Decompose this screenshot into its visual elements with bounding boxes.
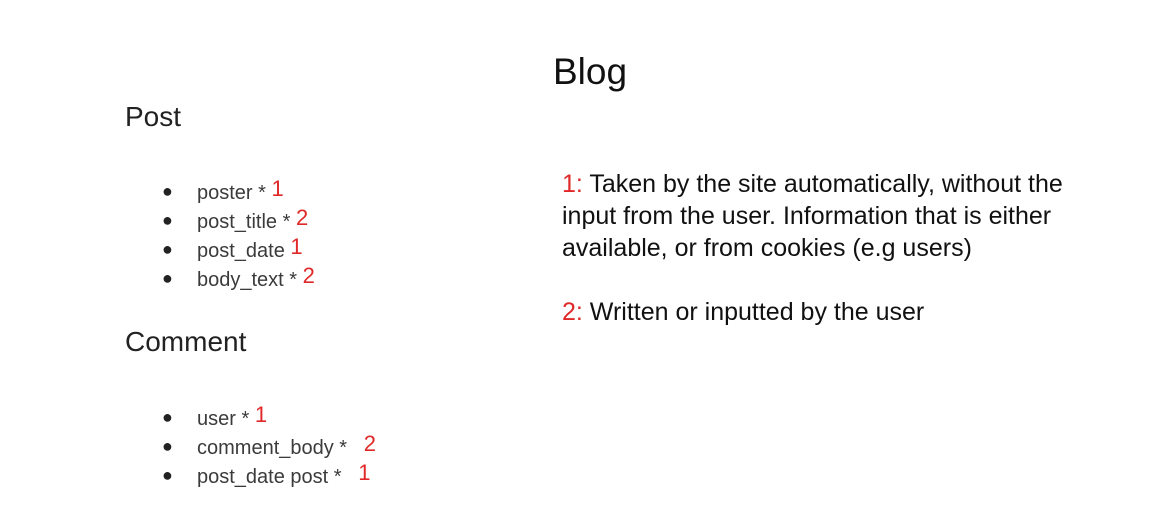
bullet-icon: ●	[162, 210, 173, 230]
field-name: poster *	[197, 182, 266, 204]
note-ref: 1	[271, 176, 284, 201]
legend-text: Taken by the site automatically, without the input from the user. Information that is either available, or from cookies (e.g users)	[562, 170, 1063, 262]
page-title: Blog	[553, 51, 628, 92]
note-ref: 2	[302, 263, 315, 288]
legend-text: Written or inputted by the user	[582, 298, 925, 326]
legend	[562, 168, 1122, 360]
bullet-icon: ●	[162, 268, 173, 288]
field-name: comment_body *	[197, 437, 348, 459]
note-ref: 1	[290, 234, 303, 259]
legend-number: 2:	[562, 298, 583, 326]
legend-item-1	[562, 168, 1122, 264]
field-name: body_text *	[197, 269, 298, 291]
legend-number: 1:	[562, 170, 583, 198]
bullet-icon: ●	[162, 181, 173, 201]
field-name: post_date	[197, 240, 285, 262]
bullet-icon: ●	[162, 436, 173, 456]
note-ref: 2	[363, 431, 376, 456]
field-name: post_title *	[197, 211, 291, 233]
note-ref: 2	[295, 205, 309, 230]
field-name: post_date post *	[197, 466, 342, 488]
bullet-icon: ●	[162, 407, 173, 427]
note-ref: 1	[254, 402, 268, 427]
bullet-icon: ●	[162, 239, 173, 259]
legend-item-2	[562, 296, 1122, 328]
section-heading-post: Post	[125, 101, 182, 132]
bullet-icon: ●	[162, 465, 173, 485]
field-name: user *	[197, 408, 250, 430]
section-heading-comment: Comment	[125, 326, 247, 357]
note-ref: 1	[358, 460, 371, 485]
